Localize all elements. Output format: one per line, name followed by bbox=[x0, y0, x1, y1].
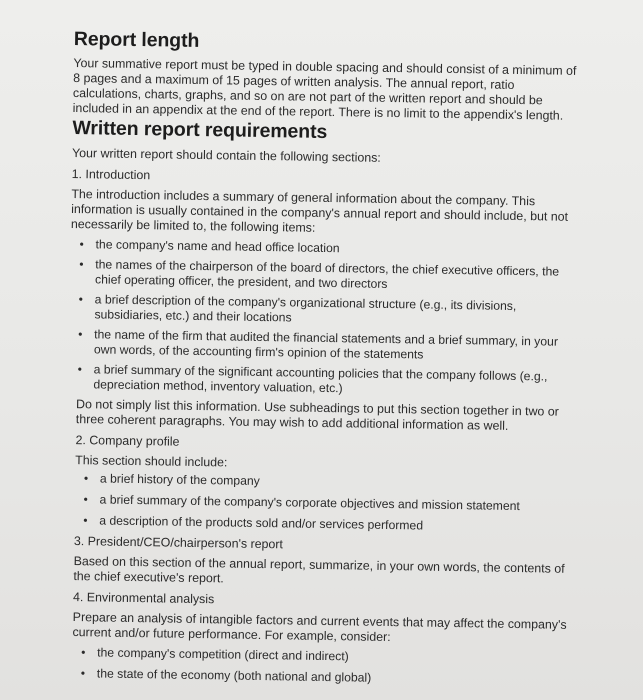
introduction-note: Do not simply list this information. Use subheadings to put this section together in two or three coherent paragraphs. You may wish to add additional information as well. bbox=[75, 397, 559, 433]
company-profile-list bbox=[74, 471, 577, 536]
written-requirements-intro: Your written report should contain the following sections: bbox=[71, 145, 381, 165]
section-company-profile-title: 2. Company profile bbox=[75, 433, 180, 449]
report-length-heading: Report length bbox=[73, 28, 200, 52]
bullet-icon: • bbox=[79, 257, 84, 272]
environmental-list bbox=[72, 645, 575, 689]
bullet-icon: • bbox=[83, 492, 88, 507]
introduction-list bbox=[68, 237, 580, 400]
section-president-report-title: 3. President/CEO/chairperson's report bbox=[73, 534, 284, 552]
bullet-icon: • bbox=[78, 292, 84, 307]
list-item: • a brief summary of the significant accounting policies that the company follows (e.g., depreciation method, inventory valuation, etc.) bbox=[77, 362, 548, 396]
written-requirements-heading: Written report requirements bbox=[72, 116, 328, 143]
list-item: • the company's name and head office location bbox=[79, 237, 340, 256]
list-item: • the company's competition (direct and indirect) bbox=[81, 645, 349, 664]
list-item: • the state of the economy (both national and global) bbox=[80, 666, 372, 685]
document-content bbox=[64, 28, 584, 695]
bullet-icon: • bbox=[83, 513, 88, 528]
list-item: • a description of the products sold and/or services performed bbox=[83, 513, 424, 533]
list-item: • a brief history of the company bbox=[83, 471, 260, 488]
environmental-body: Prepare an analysis of intangible factors and current events that may affect the company's current and/or future performance. For example, consider: bbox=[72, 610, 567, 645]
section-introduction-title: 1. Introduction bbox=[71, 166, 151, 183]
list-item: • the names of the chairperson of the board of directors, the chief executive officers, the chief operating officer, the president, and two directors bbox=[79, 257, 560, 291]
president-report-body: Based on this section of the annual report, summarize, in your own words, the contents of the chief executive's report. bbox=[73, 554, 565, 586]
bullet-icon: • bbox=[79, 237, 84, 252]
bullet-icon: • bbox=[78, 327, 83, 342]
report-length-body: Your summative report must be typed in double spacing and should consist of a minimum of 8 pages and a maximum of 15 pages of written analysis. The annual report, ratio calculations, charts, graphs, and so on are not part of the written report and should be included in an appendix at the end of the report. There is no limit to the appendix's length. bbox=[72, 55, 577, 123]
bullet-icon: • bbox=[81, 645, 86, 660]
bullet-icon: • bbox=[80, 666, 86, 681]
list-item: • the name of the firm that audited the financial statements and a brief summary, in your own words, of the accounting firm's opinion of the statements bbox=[78, 327, 559, 362]
section-introduction-body: The introduction includes a summary of general information about the company. This information is usually contained in the company's annual report and should include, but not necessarily be limited to, the following items: bbox=[70, 186, 569, 235]
bullet-icon: • bbox=[83, 471, 89, 486]
company-profile-intro: This section should include: bbox=[75, 453, 228, 470]
list-item: • a brief description of the company's organizational structure (e.g., its divisions, subsidiaries, etc.) and their locations bbox=[78, 292, 517, 325]
section-environmental-title: 4. Environmental analysis bbox=[72, 590, 215, 607]
bullet-icon: • bbox=[77, 362, 82, 377]
list-item: • a brief summary of the company's corporate objectives and mission statement bbox=[83, 492, 520, 514]
